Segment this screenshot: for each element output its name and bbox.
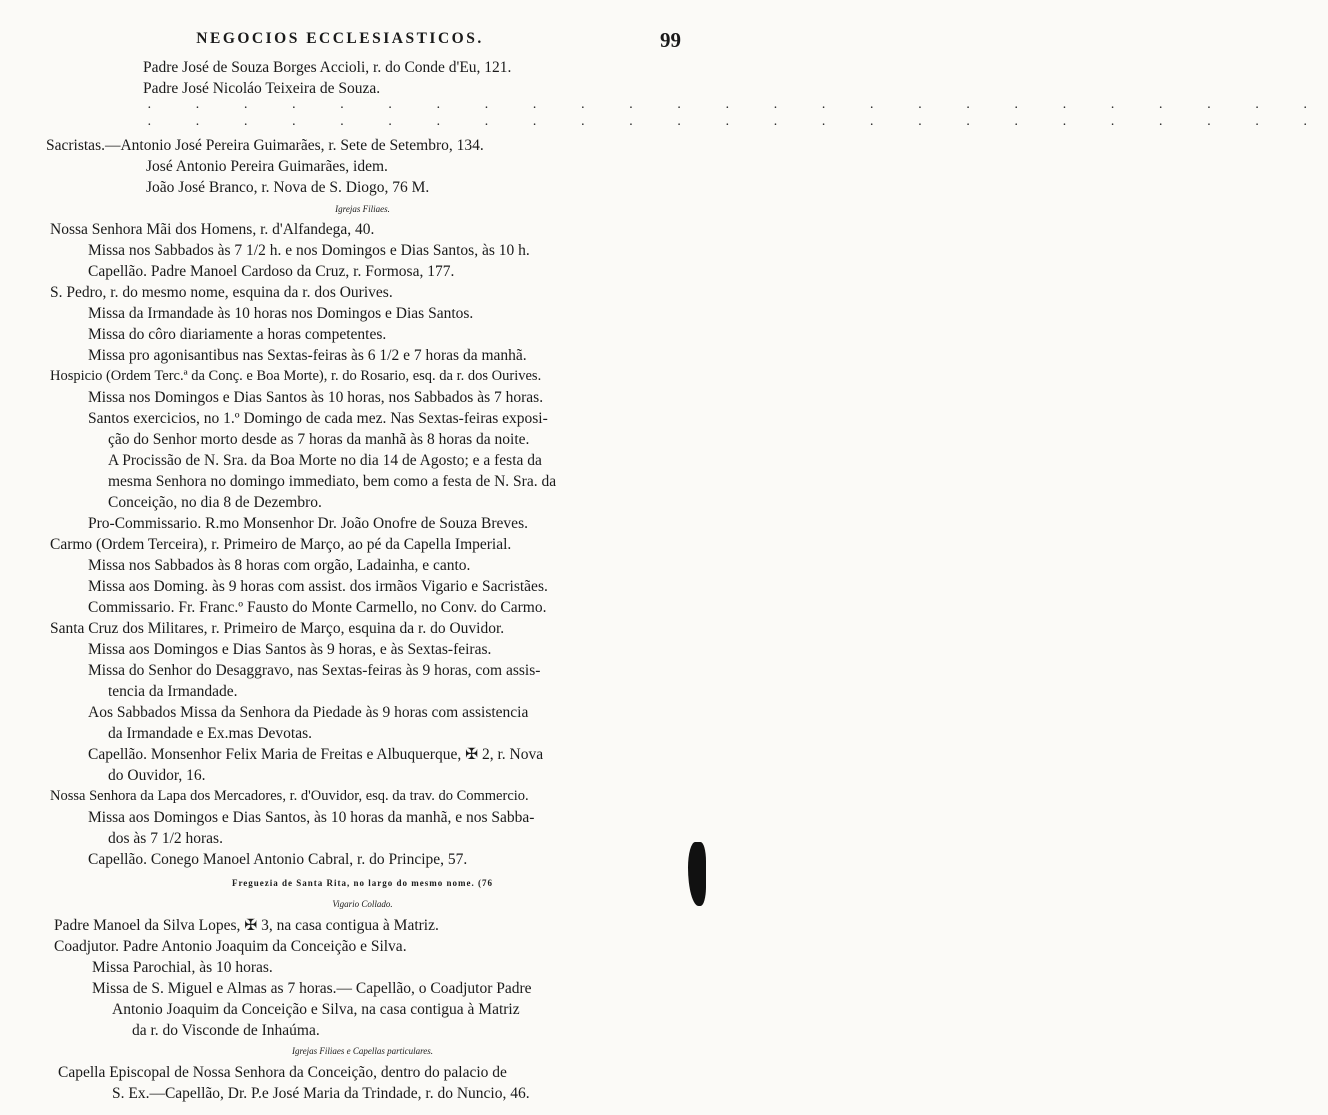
- section-heading: Igrejas Filiaes.: [335, 204, 390, 214]
- text-line: dos às 7 1/2 horas.: [108, 830, 223, 847]
- section-heading: Igrejas Filiaes e Capellas particulares.: [291, 1046, 434, 1056]
- text-line: da Irmandade e Ex.mas Devotas.: [108, 725, 313, 742]
- text-line: Pro-Commissario. R.mo Monsenhor Dr. João Onofre de Souza Breves.: [88, 515, 528, 532]
- ink-blot: [688, 842, 706, 906]
- text-line: Santa Cruz dos Militares, r. Primeiro de Março, esquina da r. do Ouvidor.: [50, 620, 505, 637]
- text-line: A Procissão de N. Sra. da Boa Morte no dia 14 de Agosto; e a festa da: [108, 452, 542, 469]
- text-line: Aos Sabbados Missa da Senhora da Piedade às 9 horas com assistencia: [88, 704, 529, 721]
- dotted-separator: · · · · · · · · · · · · · · · · · · · · · · · · ·: [147, 118, 1328, 133]
- text-line: Carmo (Ordem Terceira), r. Primeiro de Março, ao pé da Capella Imperial.: [50, 536, 512, 553]
- text-line: José Antonio Pereira Guimarães, idem.: [146, 158, 388, 175]
- running-title: NEGOCIOS ECCLESIASTICOS.: [196, 30, 484, 47]
- text-line: S. Pedro, r. do mesmo nome, esquina da r. dos Ourives.: [50, 284, 393, 301]
- text-line: da r. do Visconde de Inhaúma.: [132, 1022, 320, 1039]
- text-line: Santos exercicios, no 1.º Domingo de cada mez. Nas Sextas-feiras exposi-: [88, 410, 548, 427]
- text-line: Capellão. Padre Manoel Cardoso da Cruz, r. Formosa, 177.: [88, 263, 455, 280]
- text-line: Padre José de Souza Borges Accioli, r. do Conde d'Eu, 121.: [143, 59, 512, 76]
- section-heading: Vigario Collado.: [332, 899, 393, 909]
- text-line: Nossa Senhora da Lapa dos Mercadores, r. d'Ouvidor, esq. da trav. do Commercio.: [50, 788, 529, 804]
- text-line: Missa nos Sabbados às 8 horas com orgão, Ladainha, e canto.: [88, 557, 471, 574]
- text-line: ção do Senhor morto desde as 7 horas da manhã às 8 horas da noite.: [108, 431, 530, 448]
- text-line: Commissario. Fr. Franc.º Fausto do Monte Carmello, no Conv. do Carmo.: [88, 599, 547, 616]
- running-header: [0, 26, 725, 56]
- text-line: do Ouvidor, 16.: [108, 767, 206, 784]
- text-line: tencia da Irmandade.: [108, 683, 238, 700]
- text-line: Antonio Joaquim da Conceição e Silva, na casa contigua à Matriz: [112, 1001, 520, 1018]
- text-line: Conceição, no dia 8 de Dezembro.: [108, 494, 322, 511]
- text-line: Missa aos Domingos e Dias Santos, às 10 horas da manhã, e nos Sabba-: [88, 809, 535, 826]
- text-line: Sacristas.—Antonio José Pereira Guimarães, r. Sete de Setembro, 134.: [46, 137, 484, 154]
- text-line: Coadjutor. Padre Antonio Joaquim da Conceição e Silva.: [54, 938, 407, 955]
- text-line: Missa da Irmandade às 10 horas nos Domingos e Dias Santos.: [88, 305, 474, 322]
- text-line: Padre Manoel da Silva Lopes, ✠ 3, na casa contigua à Matriz.: [54, 917, 439, 934]
- text-line: Missa nos Domingos e Dias Santos às 10 horas, nos Sabbados às 7 horas.: [88, 389, 544, 406]
- dotted-separator: · · · · · · · · · · · · · · · · · · · · · · · · ·: [147, 101, 1328, 116]
- page-number: 99: [660, 28, 681, 52]
- text-line: Missa aos Doming. às 9 horas com assist. dos irmãos Vigario e Sacristães.: [88, 578, 548, 595]
- text-line: Missa Parochial, às 10 horas.: [92, 959, 273, 976]
- text-line: Missa nos Sabbados às 7 1/2 h. e nos Domingos e Dias Santos, às 10 h.: [88, 242, 530, 259]
- text-line: Missa aos Domingos e Dias Santos às 9 horas, e às Sextas-feiras.: [88, 641, 492, 658]
- text-line: Missa do Senhor do Desaggravo, nas Sextas-feiras às 9 horas, com assis-: [88, 662, 541, 679]
- text-line: S. Ex.—Capellão, Dr. P.e José Maria da Trindade, r. do Nuncio, 46.: [112, 1085, 530, 1102]
- text-line: Missa pro agonisantibus nas Sextas-feiras às 6 1/2 e 7 horas da manhã.: [88, 347, 527, 364]
- text-line: Missa de S. Miguel e Almas as 7 horas.— Capellão, o Coadjutor Padre: [92, 980, 532, 997]
- parish-heading: Freguezia de Santa Rita, no largo do mesmo nome. (76: [231, 878, 494, 888]
- text-line: mesma Senhora no domingo immediato, bem como a festa de N. Sra. da: [108, 473, 557, 490]
- text-line: Nossa Senhora Mãi dos Homens, r. d'Alfandega, 40.: [50, 221, 375, 238]
- text-line: Capellão. Monsenhor Felix Maria de Freitas e Albuquerque, ✠ 2, r. Nova: [88, 746, 544, 763]
- text-line: Capella Episcopal de Nossa Senhora da Conceição, dentro do palacio de: [58, 1064, 507, 1081]
- text-line: Padre José Nicoláo Teixeira de Souza.: [143, 80, 381, 97]
- text-line: Hospicio (Ordem Terc.ª da Conç. e Boa Morte), r. do Rosario, esq. da r. dos Ourives.: [50, 368, 542, 384]
- text-line: Capellão. Conego Manoel Antonio Cabral, r. do Principe, 57.: [88, 851, 468, 868]
- text-line: Missa do côro diariamente a horas competentes.: [88, 326, 387, 343]
- text-line: João José Branco, r. Nova de S. Diogo, 76 M.: [146, 179, 430, 196]
